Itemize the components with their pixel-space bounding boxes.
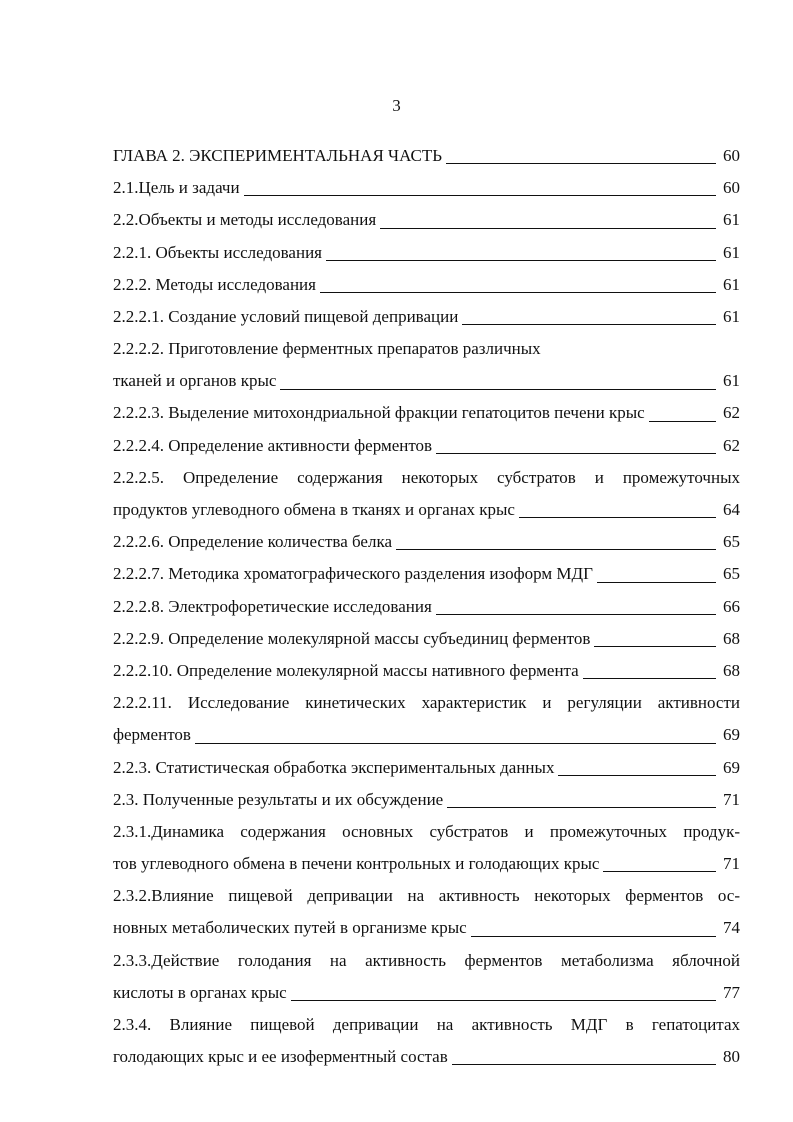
toc-entry-title-line2: продуктов углеводного обмена в тканях и органах крыс — [113, 500, 515, 520]
toc-entry-title: 2.2.1. Объекты исследования — [113, 242, 322, 262]
toc-entry-2-3 — [113, 784, 740, 816]
leader-line — [649, 421, 716, 422]
toc-entry-page: 61 — [723, 306, 740, 326]
toc-entry-title-line2: кислоты в органах крыс — [113, 982, 287, 1002]
toc-entry-title: ГЛАВА 2. ЭКСПЕРИМЕНТАЛЬНАЯ ЧАСТЬ — [113, 145, 443, 165]
toc-entry-title: 2.2.2.6. Определение количества белка — [113, 532, 393, 552]
toc-entry-page: 69 — [723, 757, 740, 777]
table-of-contents — [113, 140, 740, 1073]
toc-entry-title: 2.2.Объекты и методы исследования — [113, 210, 377, 230]
toc-entry-2-2-2-9 — [113, 623, 740, 655]
toc-entry-2-2-2-2 — [113, 333, 740, 397]
toc-entry-page: 77 — [723, 982, 740, 1002]
toc-entry-page: 71 — [723, 789, 740, 809]
toc-entry-2-2 — [113, 204, 740, 236]
leader-line — [447, 807, 716, 808]
toc-entry-title-line1: 2.3.1.Динамика содержания основных субстратов и промежуточных продук- — [113, 821, 740, 841]
toc-entry-title: 2.2.2.8. Электрофоретические исследования — [113, 596, 432, 616]
toc-entry-2-2-2-11 — [113, 687, 740, 751]
toc-entry-title: 2.2.3. Статистическая обработка экспериментальных данных — [113, 757, 555, 777]
toc-entry-page: 65 — [723, 532, 740, 552]
toc-entry-title: 2.2.2.10. Определение молекулярной массы нативного фермента — [113, 660, 579, 680]
leader-line — [597, 582, 716, 583]
toc-entry-title-line1: 2.3.2.Влияние пищевой депривации на активность некоторых ферментов ос- — [113, 886, 740, 906]
toc-entry-2-2-3 — [113, 752, 740, 784]
leader-line — [446, 163, 716, 164]
toc-entry-title: 2.2.2. Методы исследования — [113, 274, 316, 294]
toc-entry-2-2-2-7 — [113, 558, 740, 590]
toc-entry-2-2-2-6 — [113, 526, 740, 558]
leader-line — [436, 453, 716, 454]
toc-entry-title: 2.2.2.4. Определение активности ферментов — [113, 435, 433, 455]
toc-entry-page: 66 — [723, 596, 740, 616]
toc-entry-2-2-2-3 — [113, 398, 740, 430]
toc-entry-page: 68 — [723, 660, 740, 680]
toc-entry-title-line1: 2.2.2.5. Определение содержания некоторых субстратов и промежуточных — [113, 467, 740, 487]
toc-entry-page: 61 — [723, 242, 740, 262]
toc-entry-title-line1: 2.3.4. Влияние пищевой депривации на активность МДГ в гепатоцитах — [113, 1015, 740, 1035]
leader-line — [519, 517, 716, 518]
toc-entry-page: 71 — [723, 854, 740, 874]
toc-entry-page: 74 — [723, 918, 740, 938]
toc-entry-title-line1: 2.2.2.2. Приготовление ферментных препаратов различных — [113, 339, 541, 359]
toc-entry-title: 2.2.2.7. Методика хроматографического разделения изоформ МДГ — [113, 564, 593, 584]
leader-line — [280, 389, 716, 390]
toc-entry-2-3-2 — [113, 880, 740, 944]
toc-entry-2-3-1 — [113, 816, 740, 880]
leader-line — [380, 228, 716, 229]
leader-line — [326, 260, 716, 261]
toc-entry-page: 65 — [723, 564, 740, 584]
toc-entry-page: 69 — [723, 725, 740, 745]
leader-line — [320, 292, 716, 293]
leader-line — [436, 614, 716, 615]
toc-entry-2-3-3 — [113, 945, 740, 1009]
toc-entry-title: 2.2.2.9. Определение молекулярной массы субъединиц ферментов — [113, 628, 591, 648]
leader-line — [583, 678, 716, 679]
leader-line — [244, 195, 716, 196]
toc-entry-title-line2: новных метаболических путей в организме крыс — [113, 918, 467, 938]
leader-line — [471, 936, 716, 937]
toc-entry-page: 62 — [723, 403, 740, 423]
toc-entry-title: 2.1.Цель и задачи — [113, 178, 240, 198]
toc-entry-page: 60 — [723, 178, 740, 198]
toc-entry-title-line2: голодающих крыс и ее изоферментный состав — [113, 1047, 448, 1067]
toc-entry-2-3-4 — [113, 1009, 740, 1073]
toc-entry-2-2-2-5 — [113, 462, 740, 526]
toc-entry-2-2-2-10 — [113, 655, 740, 687]
toc-entry-page: 61 — [723, 274, 740, 294]
leader-line — [594, 646, 716, 647]
toc-entry-2-2-2-4 — [113, 430, 740, 462]
toc-entry-2-2-2 — [113, 269, 740, 301]
leader-line — [291, 1000, 716, 1001]
leader-line — [558, 775, 716, 776]
toc-entry-title-line2: тканей и органов крыс — [113, 371, 277, 391]
toc-entry-page: 60 — [723, 145, 740, 165]
leader-line — [462, 324, 716, 325]
toc-entry-page: 61 — [723, 210, 740, 230]
toc-entry-page: 80 — [723, 1047, 740, 1067]
toc-entry-2-2-1 — [113, 237, 740, 269]
toc-entry-title-line1: 2.2.2.11. Исследование кинетических характеристик и регуляции активности — [113, 693, 740, 713]
toc-entry-title-line2: ферментов — [113, 725, 191, 745]
toc-entry-title-line2: тов углеводного обмена в печени контрольных и голодающих крыс — [113, 854, 600, 874]
toc-entry-page: 62 — [723, 435, 740, 455]
toc-entry-2-2-2-1 — [113, 301, 740, 333]
page-number: 3 — [392, 96, 401, 115]
toc-entry-page: 68 — [723, 628, 740, 648]
toc-entry-title: 2.2.2.1. Создание условий пищевой депривации — [113, 306, 459, 326]
toc-entry-title: 2.2.2.3. Выделение митохондриальной фракции гепатоцитов печени крыс — [113, 403, 645, 423]
toc-entry-title-line1: 2.3.3.Действие голодания на активность ферментов метаболизма яблочной — [113, 950, 740, 970]
leader-line — [452, 1064, 716, 1065]
toc-entry-page: 61 — [723, 371, 740, 391]
leader-line — [396, 549, 716, 550]
toc-entry-chapter-2 — [113, 140, 740, 172]
toc-entry-2-2-2-8 — [113, 591, 740, 623]
leader-line — [195, 743, 716, 744]
toc-entry-2-1 — [113, 172, 740, 204]
leader-line — [603, 871, 716, 872]
toc-entry-title: 2.3. Полученные результаты и их обсуждение — [113, 789, 444, 809]
toc-entry-page: 64 — [723, 500, 740, 520]
